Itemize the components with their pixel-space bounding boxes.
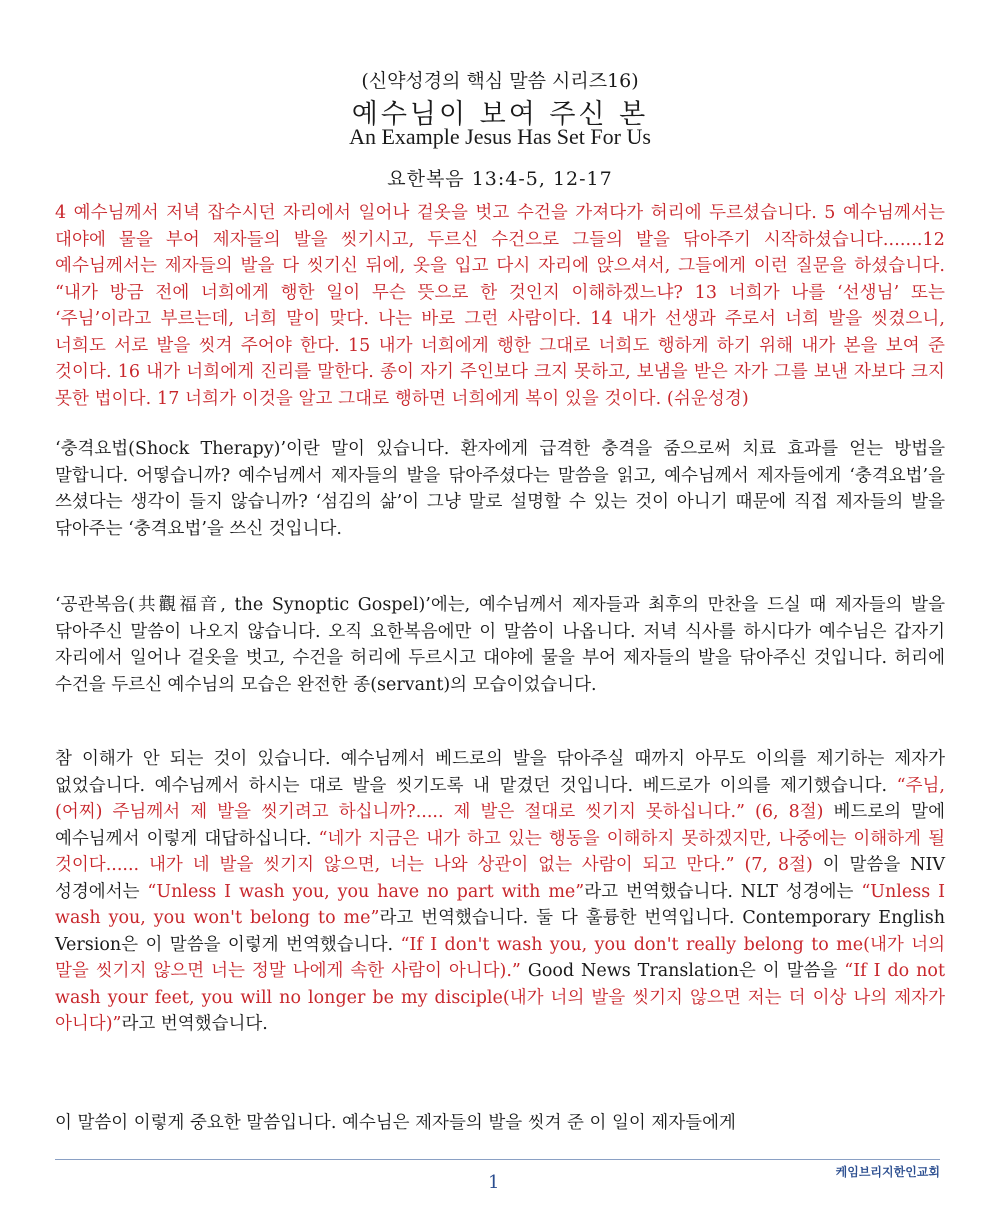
sermon-subtitle: An Example Jesus Has Set For Us [349,124,651,149]
page-number: 1 [488,1172,500,1193]
church-name: 케임브리지한인교회 [835,1165,940,1179]
paragraph-shock-therapy: ‘충격요법(Shock Therapy)’이란 말이 있습니다. 환자에게 급격한 충격을 줌으로써 치료 효과를 얻는 방법을 말합니다. 어떻습니까? 예수님께서 제자들의 발을 닦아주셨다는 말씀을 읽고, 예수님께서 제자들에게 ‘충격요법’을 쓰셨다는 생각이 들지 않습니까? ‘섬김의 삶’이 그냥 말로 설명할 수 있는 것이 아니기 때문에 직접 제자들의 발을 닦아주는 ‘충격요법’을 쓰신 것입니다. [55,439,945,539]
series-label: (신약성경의 핵심 말씀 시리즈16) [361,70,639,92]
quote-cev: “If I don't wash you, you don't really belong to me(내가 너의 말을 씻기지 않으면 너는 정말 나에게 속한 사람이 아니다).” [55,934,946,981]
paragraph-peter-objection [55,746,945,1038]
text-segment: 베드로의 말에 예수님께서 이렇게 대답하십니다. [55,802,945,849]
text-segment: 라고 번역했습니다. [121,1014,268,1034]
text-segment: 라고 번역했습니다. NLT 성경에는 [584,881,862,902]
quote-nlt: “Unless I wash you, you won't belong to me” [55,881,945,928]
scripture-reference: 요한복음 13:4-5, 12-17 [387,168,613,190]
text-segment: 참 이해가 안 되는 것이 있습니다. 예수님께서 베드로의 발을 닦아주실 때까지 아무도 이의를 제기하는 제자가 없었습니다. 예수님께서 하시는 대로 발을 씻기도록 내 맡겼던 것입니다. 베드로가 이의를 제기했습니다. [55,749,945,796]
quote-niv: “Unless I wash you, you have no part with me” [147,881,585,902]
sermon-title: 예수님이 보여 주신 본 [351,99,649,130]
scripture-passage: 4 예수님께서 저녁 잡수시던 자리에서 일어나 겉옷을 벗고 수건을 가져다가 허리에 두르셨습니다. 5 예수님께서는 대야에 물을 부어 제자들의 발을 씻기시고, 두르신 수건으로 그들의 발을 닦아주기 시작하셨습니다.......12 예수님께서는 제자들의 발을 다 씻기신 뒤에, 옷을 입고 다시 자리에 앉으셔서, 그들에게 이런 질문을 하셨습니다. “내가 방금 전에 너희에게 행한 일이 무슨 뜻으로 한 것인지 이해하겠느냐? 13 너희가 나를 ‘선생님’ 또는 ‘주님’이라고 부르는데, 너희 말이 맞다. 나는 바로 그런 사람이다. 14 내가 선생과 주로서 너희 발을 씻겼으니, 너희도 서로 발을 씻겨 주어야 한다. 15 내가 너희에게 행한 그대로 너희도 행하게 하기 위해 내가 본을 보여 준 것이다. 16 내가 너희에게 진리를 말한다. 종이 자기 주인보다 크지 못하고, 보냄을 받은 자가 그를 보낸 자보다 크지 못한 법이다. 17 너희가 이것을 알고 그대로 행하면 너희에게 복이 있을 것이다. (쉬운성경) [55,203,945,409]
quote-peter: “주님, (어찌) 주님께서 제 발을 씻기려고 하십니까?..... 제 발은 절대로 씻기지 못하십니다.” (6, 8절) [55,775,945,822]
quote-gnt: “If I do not wash your feet, you will no longer be my disciple(내가 너의 발을 씻기지 않으면 저는 더 이상 나의 제자가 아니다)” [55,961,945,1034]
text-segment: 라고 번역했습니다. 둘 다 훌륭한 번역입니다. Contemporary English Version은 이 말씀을 이렇게 번역했습니다. [55,908,946,955]
quote-jesus: “네가 지금은 내가 하고 있는 행동을 이해하지 못하겠지만, 나중에는 이해하게 될 것이다...... 내가 네 발을 씻기지 않으면, 너는 나와 상관이 없는 사람이 되고 만다.” (7, 8절) [55,828,945,875]
paragraph-synoptic-gospel: ‘공관복음(共觀福音, the Synoptic Gospel)’에는, 예수님께서 제자들과 최후의 만찬을 드실 때 제자들의 발을 닦아주신 말씀이 나오지 않습니다. 오직 요한복음에만 이 말씀이 나옵니다. 저녁 식사를 하시다가 예수님은 갑자기 자리에서 일어나 겉옷을 벗고, 수건을 허리에 두르시고 대야에 물을 부어 제자들의 발을 닦아주신 것입니다. 허리에 수건을 두르신 예수님의 모습은 완전한 종(servant)의 모습이었습니다. [55,595,945,695]
footer-divider [55,1159,940,1160]
text-segment: 이 말씀을 NIV 성경에서는 [55,855,946,902]
text-segment: Good News Translation은 이 말씀을 [520,961,845,981]
paragraph-importance: 이 말씀이 이렇게 중요한 말씀입니다. 예수님은 제자들의 발을 씻겨 준 이 일이 제자들에게 [55,1113,736,1133]
